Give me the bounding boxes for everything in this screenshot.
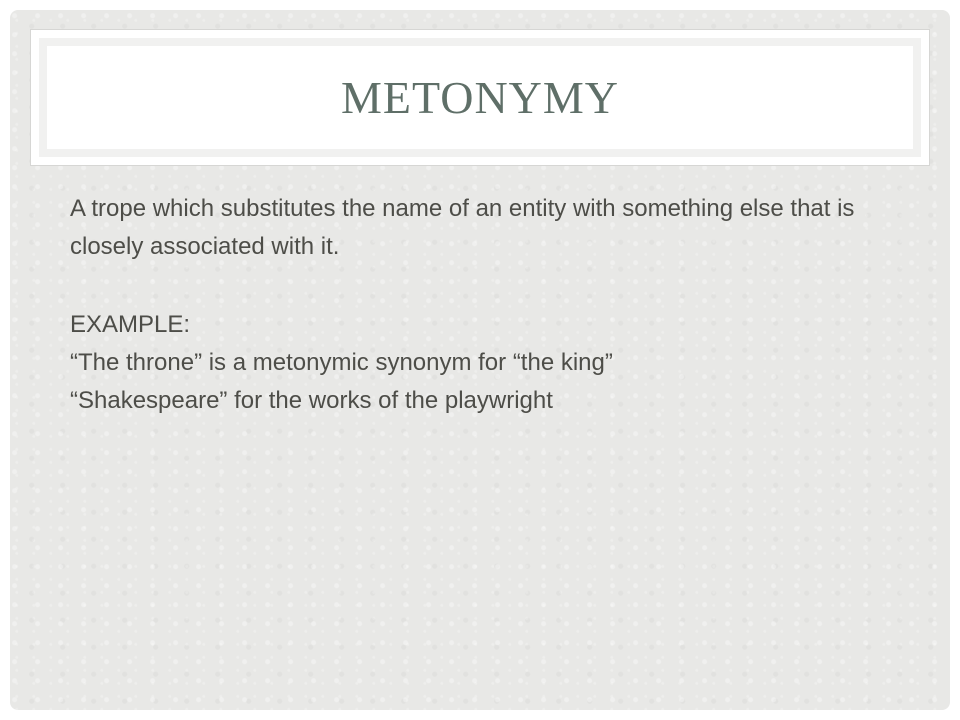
slide xyxy=(10,10,950,710)
title-frame xyxy=(30,29,930,166)
example-label: EXAMPLE: xyxy=(70,311,191,338)
title-box xyxy=(39,38,921,157)
spacer xyxy=(70,266,900,306)
slide-body xyxy=(70,190,900,420)
example-item: “Shakespeare” for the works of the playwright xyxy=(70,387,553,414)
definition-text: A trope which substitutes the name of an entity with something else that is closely associated with it. xyxy=(70,195,855,260)
example-item: “The throne” is a metonymic synonym for “the king” xyxy=(70,349,613,376)
slide-title: METONYMY xyxy=(340,72,620,123)
